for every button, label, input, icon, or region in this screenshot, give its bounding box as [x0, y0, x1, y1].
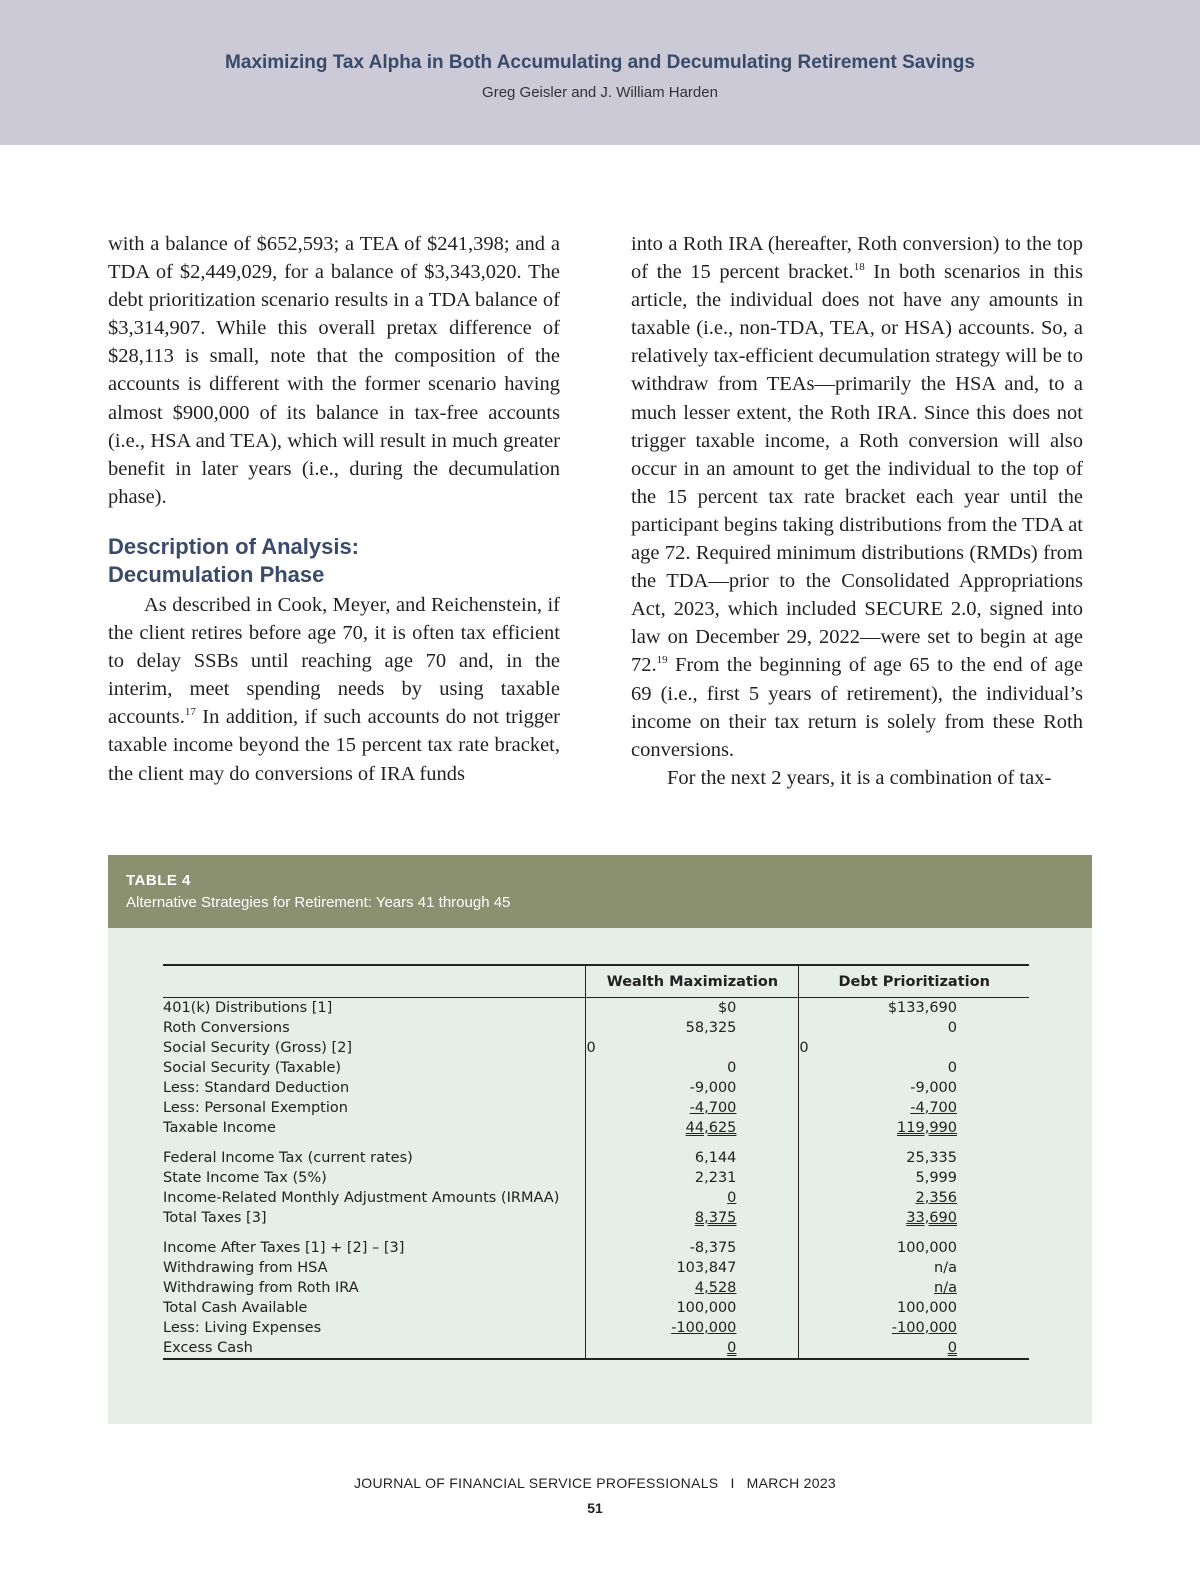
table-row [163, 1118, 1029, 1138]
paragraph-text: As described in Cook, Meyer, and Reichenstein, if the client retires before age 70, it is often tax efficient to delay SSBs until reaching age 70 and, in the interim, meet spending needs by using taxable accounts. [108, 593, 560, 729]
debt-value: 119,990 [897, 1120, 957, 1136]
wealth-value: 2,231 [694, 1170, 737, 1186]
table-spacer [163, 1228, 1029, 1238]
row-label: Taxable Income [163, 1120, 276, 1136]
wealth-value: -8,375 [689, 1240, 737, 1256]
row-label: Total Cash Available [163, 1300, 308, 1316]
table-row [163, 1298, 1029, 1318]
paragraph-text: into a Roth IRA (hereafter, Roth conversion) to the top of the 15 percent bracket. [631, 233, 1083, 284]
row-label: Less: Personal Exemption [163, 1100, 348, 1116]
wealth-value: -9,000 [689, 1080, 737, 1096]
paragraph-text: In addition, if such accounts do not trigger taxable income beyond the 15 percent tax rate bracket, the client may do conversions of IRA funds [108, 706, 560, 785]
issue-date: MARCH 2023 [746, 1475, 837, 1491]
left-column [108, 230, 560, 788]
debt-value: 100,000 [897, 1240, 957, 1256]
footer-separator: I [730, 1475, 735, 1491]
wealth-value: 0 [727, 1190, 737, 1206]
article-title: Maximizing Tax Alpha in Both Accumulating and Decumulating Retirement Savings [225, 52, 975, 73]
row-label: Less: Living Expenses [163, 1320, 322, 1336]
running-footer [0, 1475, 1190, 1491]
running-header [0, 0, 1200, 145]
wealth-value: 58,325 [685, 1020, 737, 1036]
wealth-value: -4,700 [689, 1100, 737, 1116]
wealth-value: 44,625 [685, 1120, 737, 1136]
wealth-value: -100,000 [671, 1320, 737, 1336]
column-header-debt: Debt Prioritization [799, 965, 1029, 998]
wealth-value: 0 [586, 1040, 596, 1056]
debt-value: $133,690 [887, 1000, 957, 1016]
debt-value: 0 [947, 1020, 957, 1036]
wealth-value: 0 [727, 1060, 737, 1076]
debt-value: n/a [934, 1260, 957, 1276]
row-label: Withdrawing from HSA [163, 1260, 328, 1276]
wealth-value: 100,000 [676, 1300, 737, 1316]
debt-value: -4,700 [910, 1100, 957, 1116]
paragraph [108, 591, 560, 788]
debt-value: 0 [799, 1040, 809, 1056]
row-label: Total Taxes [3] [163, 1210, 267, 1226]
table-row [163, 1258, 1029, 1278]
table-row [163, 1238, 1029, 1258]
wealth-value: 103,847 [676, 1260, 737, 1276]
wealth-value: 0 [727, 1340, 737, 1356]
table-row [163, 1278, 1029, 1298]
section-heading-line1: Description of Analysis: [108, 533, 360, 559]
row-label: Income After Taxes [1] + [2] – [3] [163, 1240, 405, 1256]
paragraph [631, 230, 1083, 764]
retirement-strategies-table [163, 964, 1029, 1360]
row-label: Excess Cash [163, 1338, 586, 1359]
table-title-band [108, 855, 1092, 928]
table-spacer [163, 1138, 1029, 1148]
table-row [163, 1058, 1029, 1078]
table-caption: Alternative Strategies for Retirement: Years 41 through 45 [126, 894, 511, 911]
table-row [163, 1098, 1029, 1118]
debt-value: 2,356 [915, 1190, 957, 1206]
debt-value: 25,335 [906, 1150, 957, 1166]
row-label: 401(k) Distributions [1] [163, 1000, 333, 1016]
row-label: Income-Related Monthly Adjustment Amounts (IRMAA) [163, 1190, 560, 1206]
debt-value: 33,690 [906, 1210, 957, 1226]
paragraph: with a balance of $652,593; a TEA of $241,398; and a TDA of $2,449,029, for a balance of $3,343,020. The debt prioritization scenario results in a TDA balance of $3,314,907. While this overall pretax difference of $28,113 is small, note that the composition of the accounts is different with the former scenario having almost $900,000 of its balance in tax-free accounts (i.e., HSA and TEA), which will result in much greater benefit in later years (i.e., during the decumulation phase). [108, 233, 560, 508]
table-row [163, 1148, 1029, 1168]
column-header-wealth: Wealth Maximization [586, 965, 799, 998]
article-authors: Greg Geisler and J. William Harden [482, 84, 718, 101]
debt-value: -100,000 [891, 1320, 957, 1336]
header-label-cell [163, 965, 586, 998]
wealth-value: 8,375 [694, 1210, 737, 1226]
footnote-ref-17[interactable]: 17 [184, 706, 196, 719]
row-label: Federal Income Tax (current rates) [163, 1150, 413, 1166]
table-header-row [163, 965, 1029, 998]
table-row [163, 1018, 1029, 1038]
debt-value: 0 [947, 1060, 957, 1076]
journal-name: JOURNAL OF FINANCIAL SERVICE PROFESSIONALS [353, 1475, 719, 1491]
debt-value: 5,999 [915, 1170, 957, 1186]
table-label: TABLE 4 [126, 872, 191, 889]
table-row [163, 1038, 1029, 1058]
table-row [163, 1078, 1029, 1098]
footnote-ref-19[interactable]: 19 [656, 654, 668, 667]
table-row [163, 998, 1029, 1019]
row-label: Less: Standard Deduction [163, 1080, 350, 1096]
section-heading-line2: Decumulation Phase [108, 561, 325, 587]
wealth-value: 6,144 [694, 1150, 737, 1166]
row-label: Withdrawing from Roth IRA [163, 1280, 359, 1296]
table-row [163, 1168, 1029, 1188]
right-column [631, 230, 1083, 792]
table-row [163, 1318, 1029, 1338]
row-label: Social Security (Gross) [2] [163, 1040, 353, 1056]
debt-value: 0 [947, 1340, 957, 1356]
debt-value: 100,000 [897, 1300, 957, 1316]
table-row [163, 1208, 1029, 1228]
footnote-ref-18[interactable]: 18 [853, 261, 865, 274]
table-row [163, 1338, 1029, 1359]
debt-value: -9,000 [910, 1080, 957, 1096]
table-row [163, 1188, 1029, 1208]
page-number: 51 [587, 1500, 603, 1516]
paragraph-text: In both scenarios in this article, the individual does not have any amounts in taxable (i.e., non-TDA, TEA, or HSA) accounts. So, a relatively tax-efficient decumulation strategy will be to withdraw from TEAs—primarily the HSA and, to a much lesser extent, the Roth IRA. Since this does not trigger taxable income, a Roth conversion will also occur in an amount to get the individual to the top of the 15 percent tax rate bracket each year until the participant begins taking distributions from the TDA at age 72. Required minimum distributions (RMDs) from the TDA—prior to the Consolidated Appropriations Act, 2023, which included SECURE 2.0, signed into law on December 29, 2022—were set to begin at age 72. [631, 261, 1083, 677]
paragraph: For the next 2 years, it is a combination of tax- [667, 766, 1052, 789]
wealth-value: $0 [717, 1000, 737, 1016]
row-label: State Income Tax (5%) [163, 1170, 327, 1186]
section-heading [108, 533, 560, 589]
wealth-value: 4,528 [694, 1280, 737, 1296]
debt-value: n/a [934, 1280, 957, 1296]
paragraph-text: From the beginning of age 65 to the end of age 69 (i.e., first 5 years of retirement), the individual’s income on their tax return is solely from these Roth conversions. [631, 654, 1083, 761]
row-label: Roth Conversions [163, 1020, 290, 1036]
row-label: Social Security (Taxable) [163, 1060, 342, 1076]
